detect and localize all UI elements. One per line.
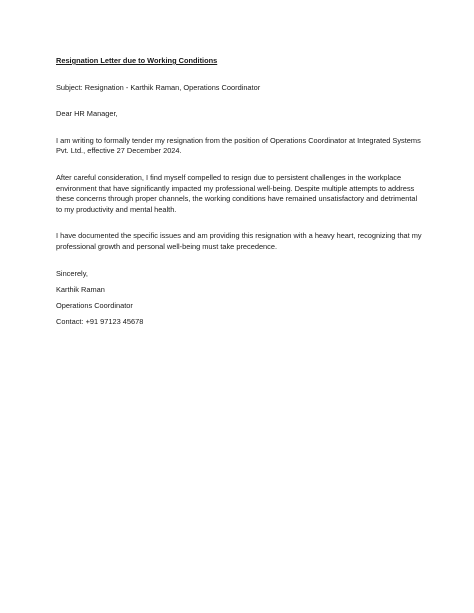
letter-title: Resignation Letter due to Working Conditions [56, 56, 218, 65]
signer-name: Karthik Raman [56, 284, 105, 294]
letter-subject: Subject: Resignation - Karthik Raman, Operations Coordinator [56, 82, 261, 92]
letter-closing: Sincerely, [56, 268, 88, 278]
letter-paragraph-3: I have documented the specific issues and am providing this resignation with a heavy heart, recognizing that my professional growth and personal well-being must take precedence. [56, 231, 422, 251]
letter-salutation: Dear HR Manager, [56, 109, 118, 119]
letter-paragraph-2: After careful consideration, I find myself compelled to resign due to persistent challenges in the workplace environment that have significantly impacted my professional well-being. Despite multiple attempts to address these concerns through proper channels, the working conditions have remained unsatisfactory and detrimental to my productivity and mental health. [56, 172, 418, 214]
signer-contact: Contact: +91 97123 45678 [56, 316, 144, 326]
signer-position: Operations Coordinator [56, 300, 133, 310]
resignation-letter [56, 56, 424, 333]
letter-paragraph-1: I am writing to formally tender my resignation from the position of Operations Coordinator at Integrated Systems Pvt. Ltd., effective 27 December 2024. [56, 135, 421, 156]
